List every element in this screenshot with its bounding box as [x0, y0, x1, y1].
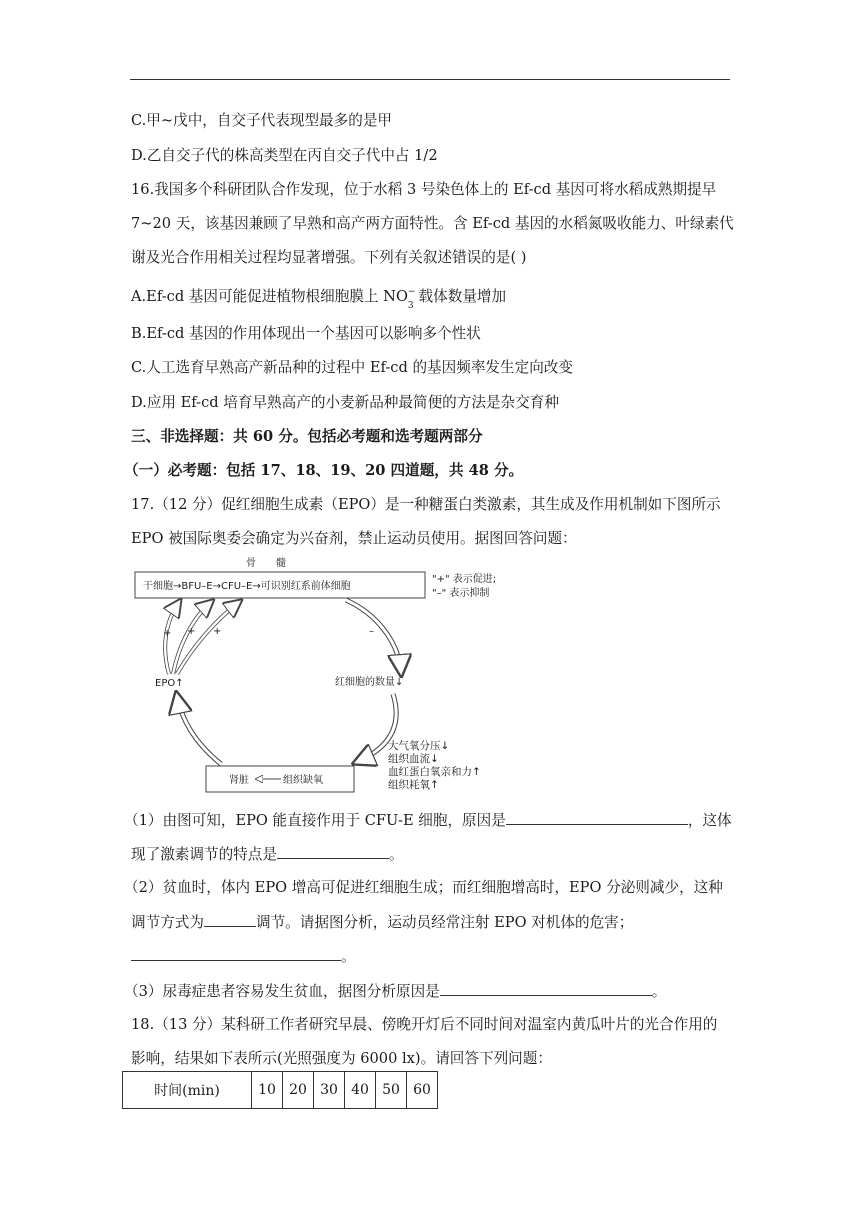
q17-sub1-blank-2[interactable]	[277, 844, 389, 859]
table-cell: 50	[376, 1072, 407, 1109]
legend-minus: "–" 表示抑制	[432, 588, 490, 599]
q17-sub2-text-b: 调节方式为	[131, 914, 204, 931]
table-cell: 40	[345, 1072, 376, 1109]
epo-label: EPO↑	[155, 678, 184, 689]
plus-sign-3: +	[213, 626, 222, 637]
q17-sub2-blank-1[interactable]	[204, 912, 256, 927]
q17-sub2-text-d: 。	[341, 948, 356, 965]
header-rule	[130, 79, 730, 80]
question-17-sub1-line2	[131, 844, 731, 865]
condition-4: 组织耗氧↑	[388, 779, 439, 791]
option-a-16-pre: A.Ef-cd 基因可能促进植物根细胞膜上	[131, 288, 384, 305]
rbc-count-label: 红细胞的数量↓	[335, 677, 404, 688]
nitrate-formula	[383, 287, 416, 311]
q17-sub1-text-c: 现了激素调节的特点是	[131, 846, 277, 863]
pathway-text: 干细胞→BFU–E→CFU–E→可识别红系前体细胞	[143, 581, 351, 592]
option-c-16: C.人工选育早熟高产新品种的过程中 Ef-cd 的基因频率发生定向改变	[131, 359, 573, 376]
q17-sub1-blank-1[interactable]	[506, 810, 688, 825]
condition-1: 大气氧分压↓	[388, 740, 450, 752]
option-a-16	[131, 287, 731, 311]
legend-plus: "+" 表示促进;	[432, 574, 497, 585]
question-17-sub2-line1: （2）贫血时，体内 EPO 增高可促进红细胞生成；而红细胞增高时，EPO 分泌则减少，这种	[124, 879, 723, 896]
option-b-16: B.Ef-cd 基因的作用体现出一个基因可以影响多个性状	[131, 325, 481, 342]
question-17-sub2-line2	[131, 912, 731, 933]
question-17-sub3	[124, 981, 724, 1002]
table-row	[123, 1072, 438, 1109]
question-17-line2: EPO 被国际奥委会确定为兴奋剂，禁止运动员使用。据图回答问题：	[131, 530, 577, 547]
q17-sub1-text-d: 。	[388, 846, 404, 863]
hypoxia-label: 组织缺氧	[283, 775, 323, 786]
nitrate-no: NO	[383, 288, 408, 305]
plus-sign-2: +	[187, 626, 196, 637]
section-3-1-heading: （一）必考题：包括 17、18、19、20 四道题，共 48 分。	[124, 462, 524, 479]
nitrate-charge: −	[407, 287, 416, 297]
table-cell: 60	[407, 1072, 438, 1109]
question-16-line3: 谢及光合作用相关过程均显著增强。下列有关叙述错误的是( )	[131, 249, 527, 266]
time-table	[122, 1071, 438, 1109]
option-c-15: C.甲~戊中，自交子代表现型最多的是甲	[131, 112, 393, 129]
q17-sub2-blank-2[interactable]	[131, 946, 341, 961]
table-header-time: 时间(min)	[123, 1072, 252, 1109]
question-18-line1: 18.（13 分）某科研工作者研究早晨、傍晚开灯后不同时间对温室内黄瓜叶片的光合作用的	[131, 1016, 718, 1033]
question-17-sub1-line1	[124, 810, 732, 831]
table-cell: 30	[314, 1072, 345, 1109]
nitrate-subscript: 3	[407, 301, 414, 311]
plus-sign-1: +	[163, 628, 172, 639]
condition-2: 组织血流↓	[388, 753, 439, 765]
option-d-15: D.乙自交子代的株高类型在丙自交子代中占 1/2	[131, 147, 438, 164]
question-17-sub2-line3	[131, 946, 731, 967]
table-cell: 10	[252, 1072, 283, 1109]
question-16-line1: 16.我国多个科研团队合作发现，位于水稻 3 号染色体上的 Ef-cd 基因可将水稻成熟期提早	[131, 181, 717, 198]
q17-sub1-text-a: （1）由图可知，EPO 能直接作用于 CFU-E 细胞，原因是	[124, 812, 506, 829]
kidney-label: 肾脏	[229, 775, 249, 786]
question-16-line2: 7~20 天，该基因兼顾了早熟和高产两方面特性。含 Ef-cd 基因的水稻氮吸收能力、叶绿素代	[131, 215, 734, 232]
q17-sub3-text-b: 。	[651, 983, 667, 1000]
question-18-line2: 影响，结果如下表所示(光照强度为 6000 lx)。请回答下列问题：	[131, 1050, 552, 1067]
bone-marrow-label: 骨 髓	[246, 558, 286, 569]
q17-sub3-blank[interactable]	[440, 981, 652, 996]
q17-sub3-text-a: （3）尿毒症患者容易发生贫血，据图分析原因是	[124, 983, 440, 1000]
condition-3: 血红蛋白氧亲和力↑	[388, 766, 481, 778]
kidney-to-epo-arrow	[177, 696, 221, 764]
minus-sign: –	[369, 626, 374, 637]
epo-arrow-2	[173, 602, 211, 674]
section-3-heading: 三、非选择题：共 60 分。包括必考题和选考题两部分	[131, 428, 483, 445]
question-17-line1: 17.（12 分）促红细胞生成素（EPO）是一种糖蛋白类激素，其生成及作用机制如下图所示	[131, 496, 721, 513]
option-d-16: D.应用 Ef-cd 培育早熟高产的小麦新品种最简便的方法是杂交育种	[131, 394, 559, 411]
table-cell: 20	[283, 1072, 314, 1109]
option-a-16-post: 载体数量增加	[413, 288, 507, 305]
q17-sub1-text-b: ，这体	[687, 812, 732, 829]
q17-sub2-text-c: 调节。请据图分析，运动员经常注射 EPO 对机体的危害；	[255, 914, 634, 931]
